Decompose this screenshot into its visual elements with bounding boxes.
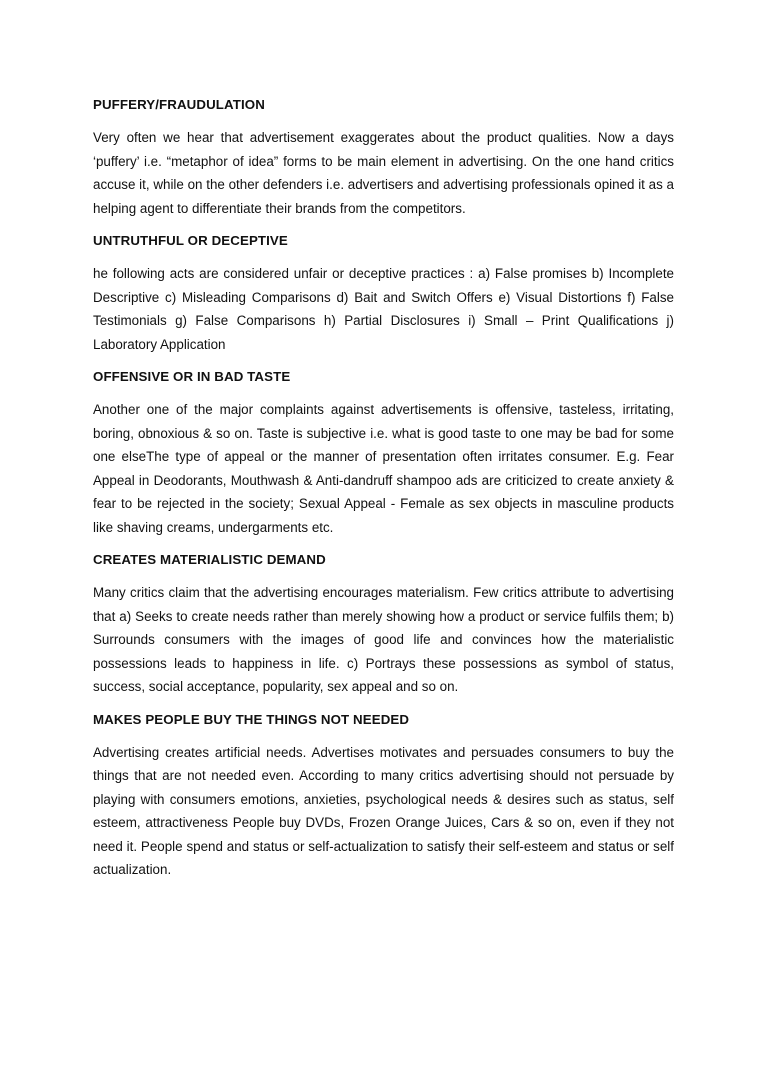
section-heading: UNTRUTHFUL OR DECEPTIVE	[93, 233, 288, 248]
section-puffery	[93, 93, 674, 220]
section-offensive	[93, 365, 674, 539]
section-materialistic	[93, 548, 674, 699]
section-paragraph: Advertising creates artificial needs. Advertises motivates and persuades consumers to buy the things that are not needed even. According to many critics advertising should not persuade by playing with consumers emotions, anxieties, psychological needs & desires such as status, self esteem, attractiveness People buy DVDs, Frozen Orange Juices, Cars & so on, even if they not need it. People spend and status or self-actualization to satisfy their self-esteem and status or self actualization.	[93, 744, 674, 877]
section-heading: PUFFERY/FRAUDULATION	[93, 97, 265, 112]
section-heading: MAKES PEOPLE BUY THE THINGS NOT NEEDED	[93, 711, 410, 727]
section-heading: OFFENSIVE OR IN BAD TASTE	[93, 369, 291, 384]
section-not-needed	[93, 708, 674, 882]
section-paragraph: he following acts are considered unfair or deceptive practices : a) False promises b) Incomplete Descriptive c) Misleading Comparisons d) Bait and Switch Offers e) Visual Distortions f) False Testimonials g) False Comparisons h) Partial Disclosures i) Small – Print Qualifications j) Laboratory Application	[93, 266, 674, 352]
section-paragraph: Very often we hear that advertisement exaggerates about the product qualities. Now a days ‘puffery’ i.e. “metaphor of idea” forms to be main element in advertising. On the one hand critics accuse it, while on the other defenders i.e. advertisers and advertising professionals opined it as a helping agent to differentiate their brands from the competitors.	[93, 130, 674, 216]
section-untruthful	[93, 229, 674, 356]
section-heading: CREATES MATERIALISTIC DEMAND	[93, 552, 326, 567]
section-paragraph: Many critics claim that the advertising encourages materialism. Few critics attribute to advertising that a) Seeks to create needs rather than merely showing how a product or service fulfils them; b) Surrounds consumers with the images of good life and convinces how the materialistic possessions leads to happiness in life. c) Portrays these possessions as symbol of status, success, social acceptance, popularity, sex appeal and so on.	[93, 585, 674, 694]
section-paragraph: Another one of the major complaints against advertisements is offensive, tasteless, irritating, boring, obnoxious & so on. Taste is subjective i.e. what is good taste to one may be bad for some one elseThe type of appeal or the manner of presentation often irritates consumer. E.g. Fear Appeal in Deodorants, Mouthwash & Anti-dandruff shampoo ads are criticized to create anxiety & fear to be rejected in the society; Sexual Appeal - Female as sex objects in masculine products like shaving creams, undergarments etc.	[93, 402, 674, 535]
